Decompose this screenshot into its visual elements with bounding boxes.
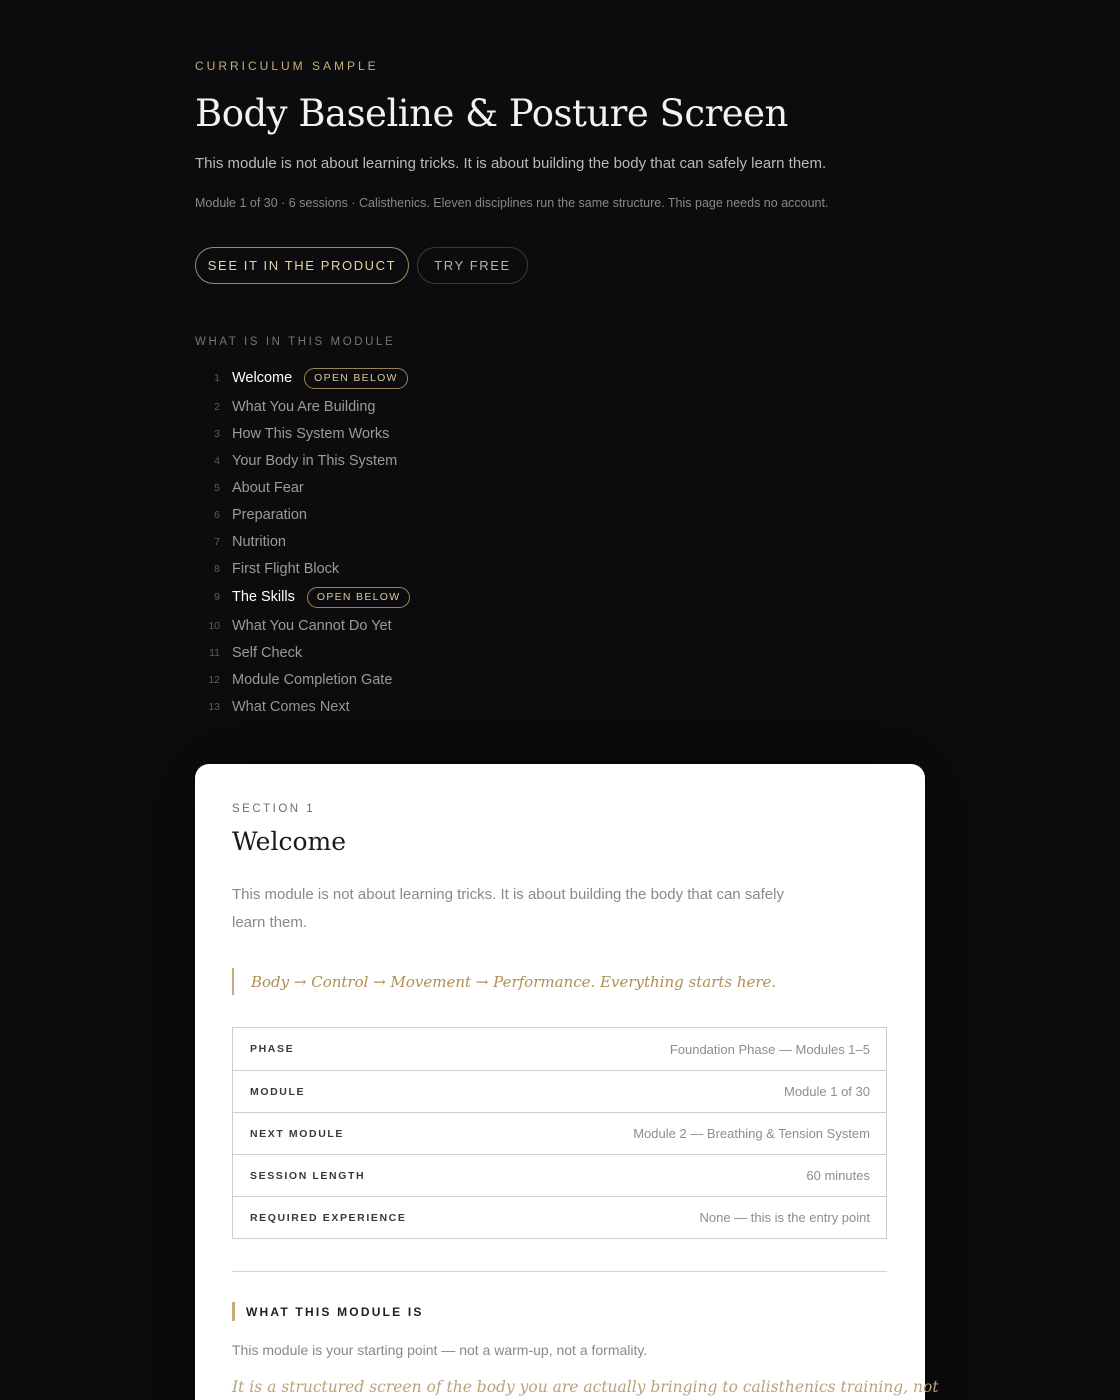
table-row	[233, 1112, 886, 1154]
toc-item-your-body[interactable]	[195, 447, 595, 474]
toc-item-label: Nutrition	[232, 533, 286, 550]
toc-item-label: Welcome	[232, 370, 293, 386]
module-meta: Module 1 of 30 · 6 sessions · Calisthenics. Eleven disciplines run the same structure. This page needs no account.	[195, 196, 829, 210]
table-row	[233, 1154, 886, 1196]
toc-item-self-check[interactable]	[195, 639, 595, 666]
toc-item-label: First Flight Block	[232, 560, 340, 577]
subsection-body: This module is your starting point — not a warm-up, not a formality.	[232, 1342, 648, 1358]
toc-item-number: 7	[214, 535, 220, 548]
fact-key: SESSION LENGTH	[250, 1169, 366, 1182]
module-toc	[195, 363, 595, 720]
toc-item-label: How This System Works	[232, 425, 390, 442]
section-card	[195, 764, 939, 1400]
toc-item-number: 8	[214, 562, 220, 575]
toc-item-number: 10	[208, 619, 220, 632]
table-row	[233, 1196, 886, 1238]
toc-item-label: The Skills	[232, 589, 295, 605]
section-eyebrow: SECTION 1	[232, 803, 316, 815]
open-below-badge: OPEN BELOW	[307, 587, 411, 608]
toc-item-what-you-are-building[interactable]	[195, 393, 595, 420]
toc-item-the-skills[interactable]	[195, 582, 595, 612]
fact-key: NEXT MODULE	[250, 1127, 345, 1140]
toc-item-what-you-cannot-do-yet[interactable]	[195, 612, 595, 639]
section-quote: Body → Control → Movement → Performance. Everything starts here.	[232, 968, 776, 995]
toc-item-label: What You Cannot Do Yet	[232, 617, 392, 634]
eyebrow: CURRICULUM SAMPLE	[195, 59, 379, 73]
fact-key: MODULE	[250, 1085, 306, 1098]
toc-item-number: 11	[209, 646, 220, 659]
try-free-button[interactable]: TRY FREE	[417, 247, 528, 284]
toc-item-number: 13	[208, 700, 220, 713]
fact-value: None — this is the entry point	[699, 1210, 870, 1225]
fact-value: Module 1 of 30	[783, 1084, 870, 1099]
toc-item-number: 2	[214, 400, 220, 413]
toc-item-number: 4	[214, 454, 220, 467]
divider	[232, 1271, 887, 1272]
toc-item-nutrition[interactable]	[195, 528, 595, 555]
toc-item-what-comes-next[interactable]	[195, 693, 595, 720]
toc-item-label: What You Are Building	[232, 398, 376, 415]
toc-item-label: Your Body in This System	[232, 452, 398, 469]
toc-item-how-this-system-works[interactable]	[195, 420, 595, 447]
see-in-product-button[interactable]: SEE IT IN THE PRODUCT	[195, 247, 409, 284]
toc-item-preparation[interactable]	[195, 501, 595, 528]
toc-item-label: Preparation	[232, 506, 307, 523]
toc-item-number: 3	[214, 427, 220, 440]
toc-item-number: 12	[208, 673, 220, 686]
toc-item-label: Self Check	[232, 644, 303, 661]
fact-key: PHASE	[250, 1043, 295, 1055]
section-title: Welcome	[232, 827, 347, 856]
toc-item-first-flight-block[interactable]	[195, 555, 595, 582]
lede: This module is not about learning tricks. It is about building the body that can safely learn them.	[195, 155, 827, 172]
toc-item-number: 9	[214, 591, 220, 603]
toc-item-number: 1	[214, 372, 220, 384]
toc-item-number: 5	[214, 481, 220, 494]
subsection-quote: It is a structured screen of the body you are actually bringing to calisthenics training, not	[232, 1378, 939, 1396]
section-body: This module is not about learning tricks. It is about building the body that can safely learn them.	[232, 886, 784, 931]
open-below-badge: OPEN BELOW	[304, 368, 408, 389]
fact-key: REQUIRED EXPERIENCE	[250, 1211, 407, 1224]
fact-value: Module 2 — Breathing & Tension System	[633, 1126, 870, 1141]
fact-value: Foundation Phase — Modules 1–5	[669, 1041, 870, 1057]
toc-item-about-fear[interactable]	[195, 474, 595, 501]
page-title: Body Baseline & Posture Screen	[195, 92, 788, 135]
toc-item-label: About Fear	[232, 479, 304, 496]
toc-item-module-completion-gate[interactable]	[195, 666, 595, 693]
fact-value: 60 minutes	[806, 1168, 870, 1183]
table-row	[233, 1070, 886, 1112]
toc-item-welcome[interactable]	[195, 363, 595, 393]
subsection-heading: WHAT THIS MODULE IS	[232, 1302, 424, 1321]
table-row	[233, 1028, 886, 1070]
toc-item-number: 6	[214, 508, 220, 521]
toc-item-label: Module Completion Gate	[232, 671, 393, 688]
module-facts-table	[232, 1027, 887, 1239]
toc-item-label: What Comes Next	[232, 698, 350, 715]
toc-heading: WHAT IS IN THIS MODULE	[195, 336, 396, 348]
